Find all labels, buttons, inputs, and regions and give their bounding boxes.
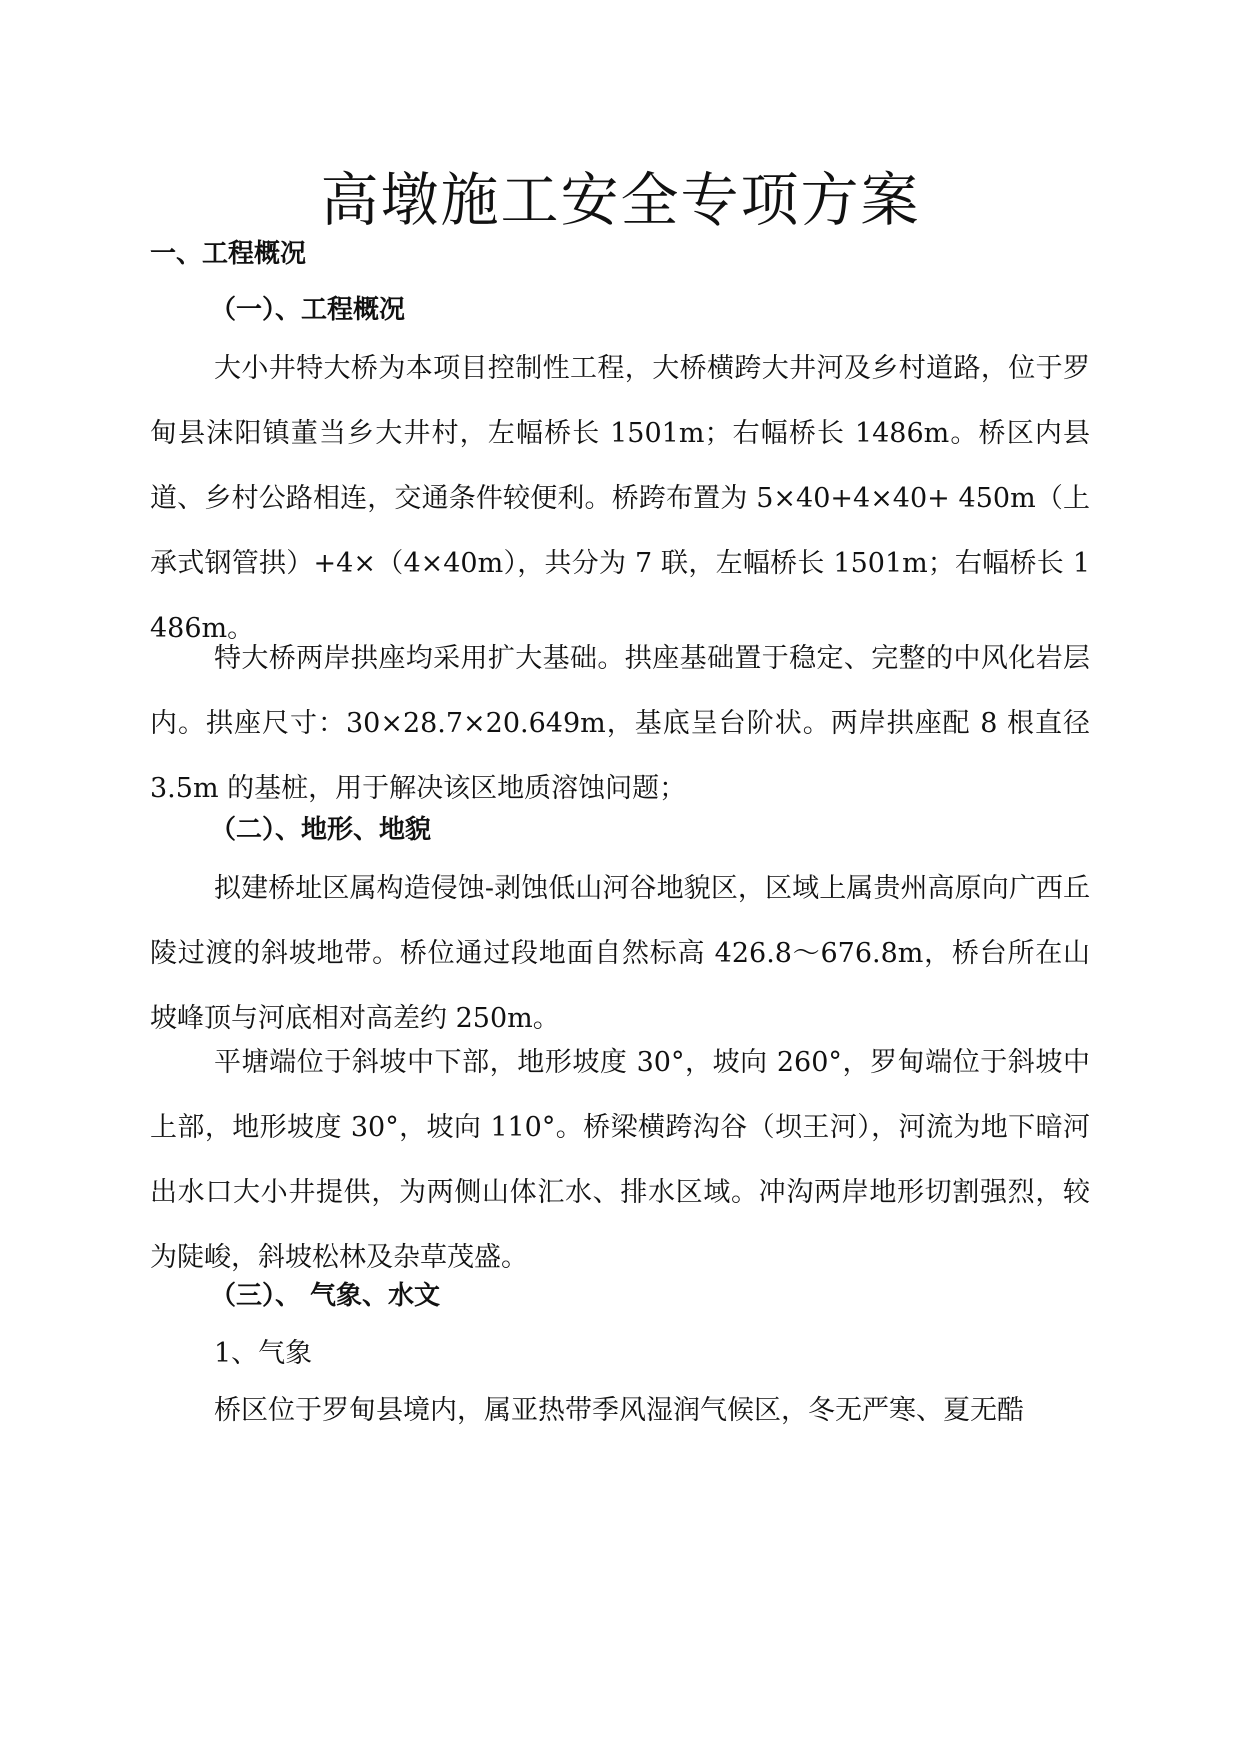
paragraph-landform: 拟建桥址区属构造侵蚀-剥蚀低山河谷地貌区，区域上属贵州高原向广西丘陵过渡的斜坡地带。桥位通过段地面自然标高 426.8～676.8m，桥台所在山坡峰顶与河底相对高差约 250m。 bbox=[150, 873, 1090, 1034]
paragraph-arch-foundation: 特大桥两岸拱座均采用扩大基础。拱座基础置于稳定、完整的中风化岩层内。拱座尺寸：30×28.7×20.649m，基底呈台阶状。两岸拱座配 8 根直径 3.5m 的基桩，用于解决该区地质溶蚀问题； bbox=[150, 643, 1090, 804]
subsection-heading-climate-hydrology: （三）、 气象、水文 bbox=[210, 1281, 441, 1311]
paragraph-slope: 平塘端位于斜坡中下部，地形坡度 30°，坡向 260°，罗甸端位于斜坡中上部，地形坡度 30°，坡向 110°。桥梁横跨沟谷（坝王河），河流为地下暗河出水口大小井提供，为两侧山体汇水、排水区域。冲沟两岸地形切割强烈，较为陡峻，斜坡松林及杂草茂盛。 bbox=[150, 1047, 1090, 1273]
section-heading-project-overview: 一、工程概况 bbox=[150, 239, 307, 269]
document-title: 高墩施工安全专项方案 bbox=[320, 166, 921, 234]
paragraph-bridge-description: 大小井特大桥为本项目控制性工程，大桥横跨大井河及乡村道路，位于罗甸县沫阳镇董当乡大井村，左幅桥长 1501m；右幅桥长 1486m。桥区内县道、乡村公路相连，交通条件较便利。桥跨布置为 5×40+4×40+ 450m（上承式钢管拱）+4×（4×40m），共分为 7 联，左幅桥长 1501m；右幅桥长 1486m。 bbox=[150, 353, 1090, 644]
paragraph-climate: 桥区位于罗甸县境内，属亚热带季风湿润气候区，冬无严寒、夏无酷 bbox=[214, 1395, 1024, 1426]
subsection-heading-project-overview: （一）、工程概况 bbox=[210, 295, 406, 325]
subsection-heading-terrain: （二）、地形、地貌 bbox=[210, 815, 432, 845]
item-climate: 1、气象 bbox=[214, 1338, 313, 1369]
